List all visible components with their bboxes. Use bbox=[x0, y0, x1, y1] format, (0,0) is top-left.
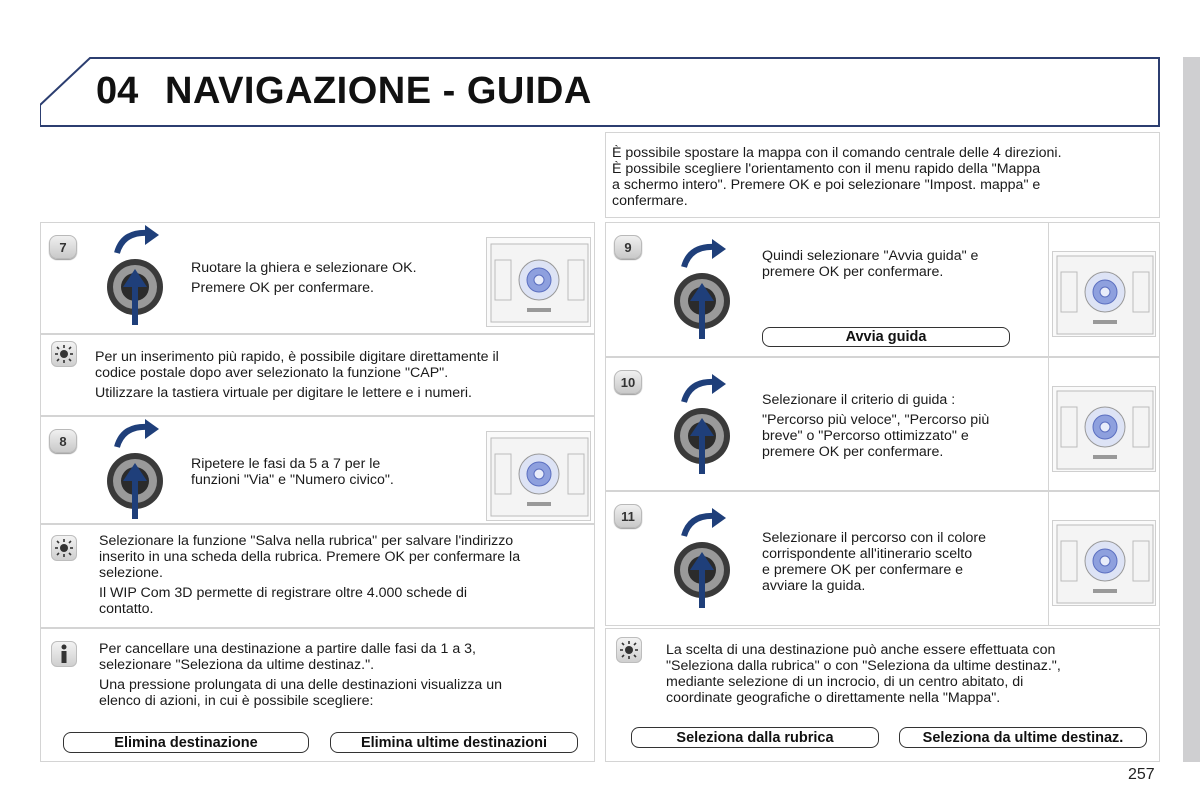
tip-box bbox=[40, 334, 595, 416]
text-line: Selezionare la funzione "Salva nella rubrica" per salvare l'indirizzo bbox=[99, 533, 514, 549]
radio-panel-image bbox=[486, 237, 591, 327]
text-line: a schermo intero". Premere OK e poi selezionare "Impost. mappa" e bbox=[612, 177, 1041, 193]
text-line: "Seleziona dalla rubrica" o con "Seleziona da ultime destinaz.", bbox=[666, 658, 1061, 674]
text-line: confermare. bbox=[612, 193, 688, 209]
text-line: selezione. bbox=[99, 565, 163, 581]
text-line: breve" o "Percorso ottimizzato" e bbox=[762, 428, 969, 444]
control-dial-icon bbox=[672, 508, 732, 612]
select-from-contacts-button[interactable]: Seleziona dalla rubrica bbox=[631, 727, 879, 748]
control-dial-icon bbox=[105, 225, 165, 329]
step-9-box bbox=[605, 222, 1160, 357]
text-line: coordinate geografiche o direttamente nella "Mappa". bbox=[666, 690, 1001, 706]
divider bbox=[1048, 223, 1049, 357]
step-text bbox=[762, 392, 1042, 460]
chapter-number: 04 bbox=[96, 70, 139, 112]
text-line: inserito in una scheda della rubrica. Premere OK per confermare la bbox=[99, 549, 521, 565]
lightbulb-icon bbox=[51, 341, 77, 367]
intro-box bbox=[605, 132, 1160, 218]
text-line: Una pressione prolungata di una delle destinazioni visualizza un bbox=[99, 677, 503, 693]
text-line: mediante selezione di un incrocio, di un centro abitato, di bbox=[666, 674, 1024, 690]
text-line: La scelta di una destinazione può anche essere effettuata con bbox=[666, 642, 1056, 658]
step-badge: 7 bbox=[49, 235, 77, 259]
text-line: È possibile scegliere l'orientamento con il menu rapido della "Mappa bbox=[612, 161, 1041, 177]
step-10-box bbox=[605, 357, 1160, 491]
text-line: È possibile spostare la mappa con il comando centrale delle 4 direzioni. bbox=[612, 145, 1062, 161]
text-line: corrispondente all'itinerario scelto bbox=[762, 546, 973, 562]
lightbulb-icon bbox=[616, 637, 642, 663]
divider bbox=[1048, 492, 1049, 626]
page-title: NAVIGAZIONE - GUIDA bbox=[165, 70, 592, 112]
step-text bbox=[191, 260, 511, 296]
text-line: premere OK per confermare. bbox=[762, 264, 944, 280]
text-line: e premere OK per confermare e bbox=[762, 562, 964, 578]
text-line: "Percorso più veloce", "Percorso più bbox=[762, 412, 990, 428]
tip-text bbox=[99, 533, 589, 617]
text-line: funzioni "Via" e "Numero civico". bbox=[191, 472, 394, 488]
step-badge: 8 bbox=[49, 429, 77, 453]
tip-box bbox=[40, 524, 595, 628]
text-line: elenco di azioni, in cui è possibile scegliere: bbox=[99, 693, 374, 709]
text-line: Per cancellare una destinazione a partire dalle fasi da 1 a 3, bbox=[99, 641, 476, 657]
radio-panel-image bbox=[1052, 386, 1156, 472]
tip-text bbox=[95, 349, 590, 401]
control-dial-icon bbox=[105, 419, 165, 523]
control-dial-icon bbox=[672, 239, 732, 343]
step-7-box bbox=[40, 222, 595, 334]
text-line: Per un inserimento più rapido, è possibile digitare direttamente il bbox=[95, 349, 499, 365]
radio-panel-image bbox=[1052, 251, 1156, 337]
intro-text bbox=[612, 145, 1152, 209]
text-line: Ripetere le fasi da 5 a 7 per le bbox=[191, 456, 381, 472]
text-line: avviare la guida. bbox=[762, 578, 866, 594]
text-line: contatto. bbox=[99, 601, 154, 617]
divider bbox=[1048, 358, 1049, 491]
chapter-tab bbox=[1183, 57, 1200, 762]
text-line: selezionare "Seleziona da ultime destinaz.". bbox=[99, 657, 375, 673]
step-badge: 11 bbox=[614, 504, 642, 528]
text-line: Utilizzare la tastiera virtuale per digitare le lettere e i numeri. bbox=[95, 385, 472, 401]
page-number: 257 bbox=[1128, 766, 1155, 783]
control-dial-icon bbox=[672, 374, 732, 478]
info-icon bbox=[51, 641, 77, 667]
step-11-box bbox=[605, 491, 1160, 626]
info-text bbox=[99, 641, 589, 709]
delete-destination-button[interactable]: Elimina destinazione bbox=[63, 732, 309, 753]
step-badge: 9 bbox=[614, 235, 642, 259]
text-line: Premere OK per confermare. bbox=[191, 280, 374, 296]
text-line: Ruotare la ghiera e selezionare OK. bbox=[191, 260, 417, 276]
tip-box bbox=[605, 628, 1160, 762]
info-box bbox=[40, 628, 595, 762]
radio-panel-image bbox=[1052, 520, 1156, 606]
radio-panel-image bbox=[486, 431, 591, 521]
step-8-box bbox=[40, 416, 595, 524]
text-line: Il WIP Com 3D permette di registrare oltre 4.000 schede di bbox=[99, 585, 467, 601]
tip-text bbox=[666, 642, 1156, 706]
text-line: Quindi selezionare "Avvia guida" e bbox=[762, 248, 979, 264]
lightbulb-icon bbox=[51, 535, 77, 561]
step-text bbox=[191, 456, 491, 488]
step-text bbox=[762, 248, 1042, 280]
delete-recent-destinations-button[interactable]: Elimina ultime destinazioni bbox=[330, 732, 578, 753]
text-line: codice postale dopo aver selezionato la funzione "CAP". bbox=[95, 365, 449, 381]
step-badge: 10 bbox=[614, 370, 642, 394]
select-recent-destinations-button[interactable]: Seleziona da ultime destinaz. bbox=[899, 727, 1147, 748]
text-line: Selezionare il percorso con il colore bbox=[762, 530, 986, 546]
start-guidance-button[interactable]: Avvia guida bbox=[762, 327, 1010, 347]
step-text bbox=[762, 530, 1042, 594]
text-line: premere OK per confermare. bbox=[762, 444, 944, 460]
text-line: Selezionare il criterio di guida : bbox=[762, 392, 956, 408]
